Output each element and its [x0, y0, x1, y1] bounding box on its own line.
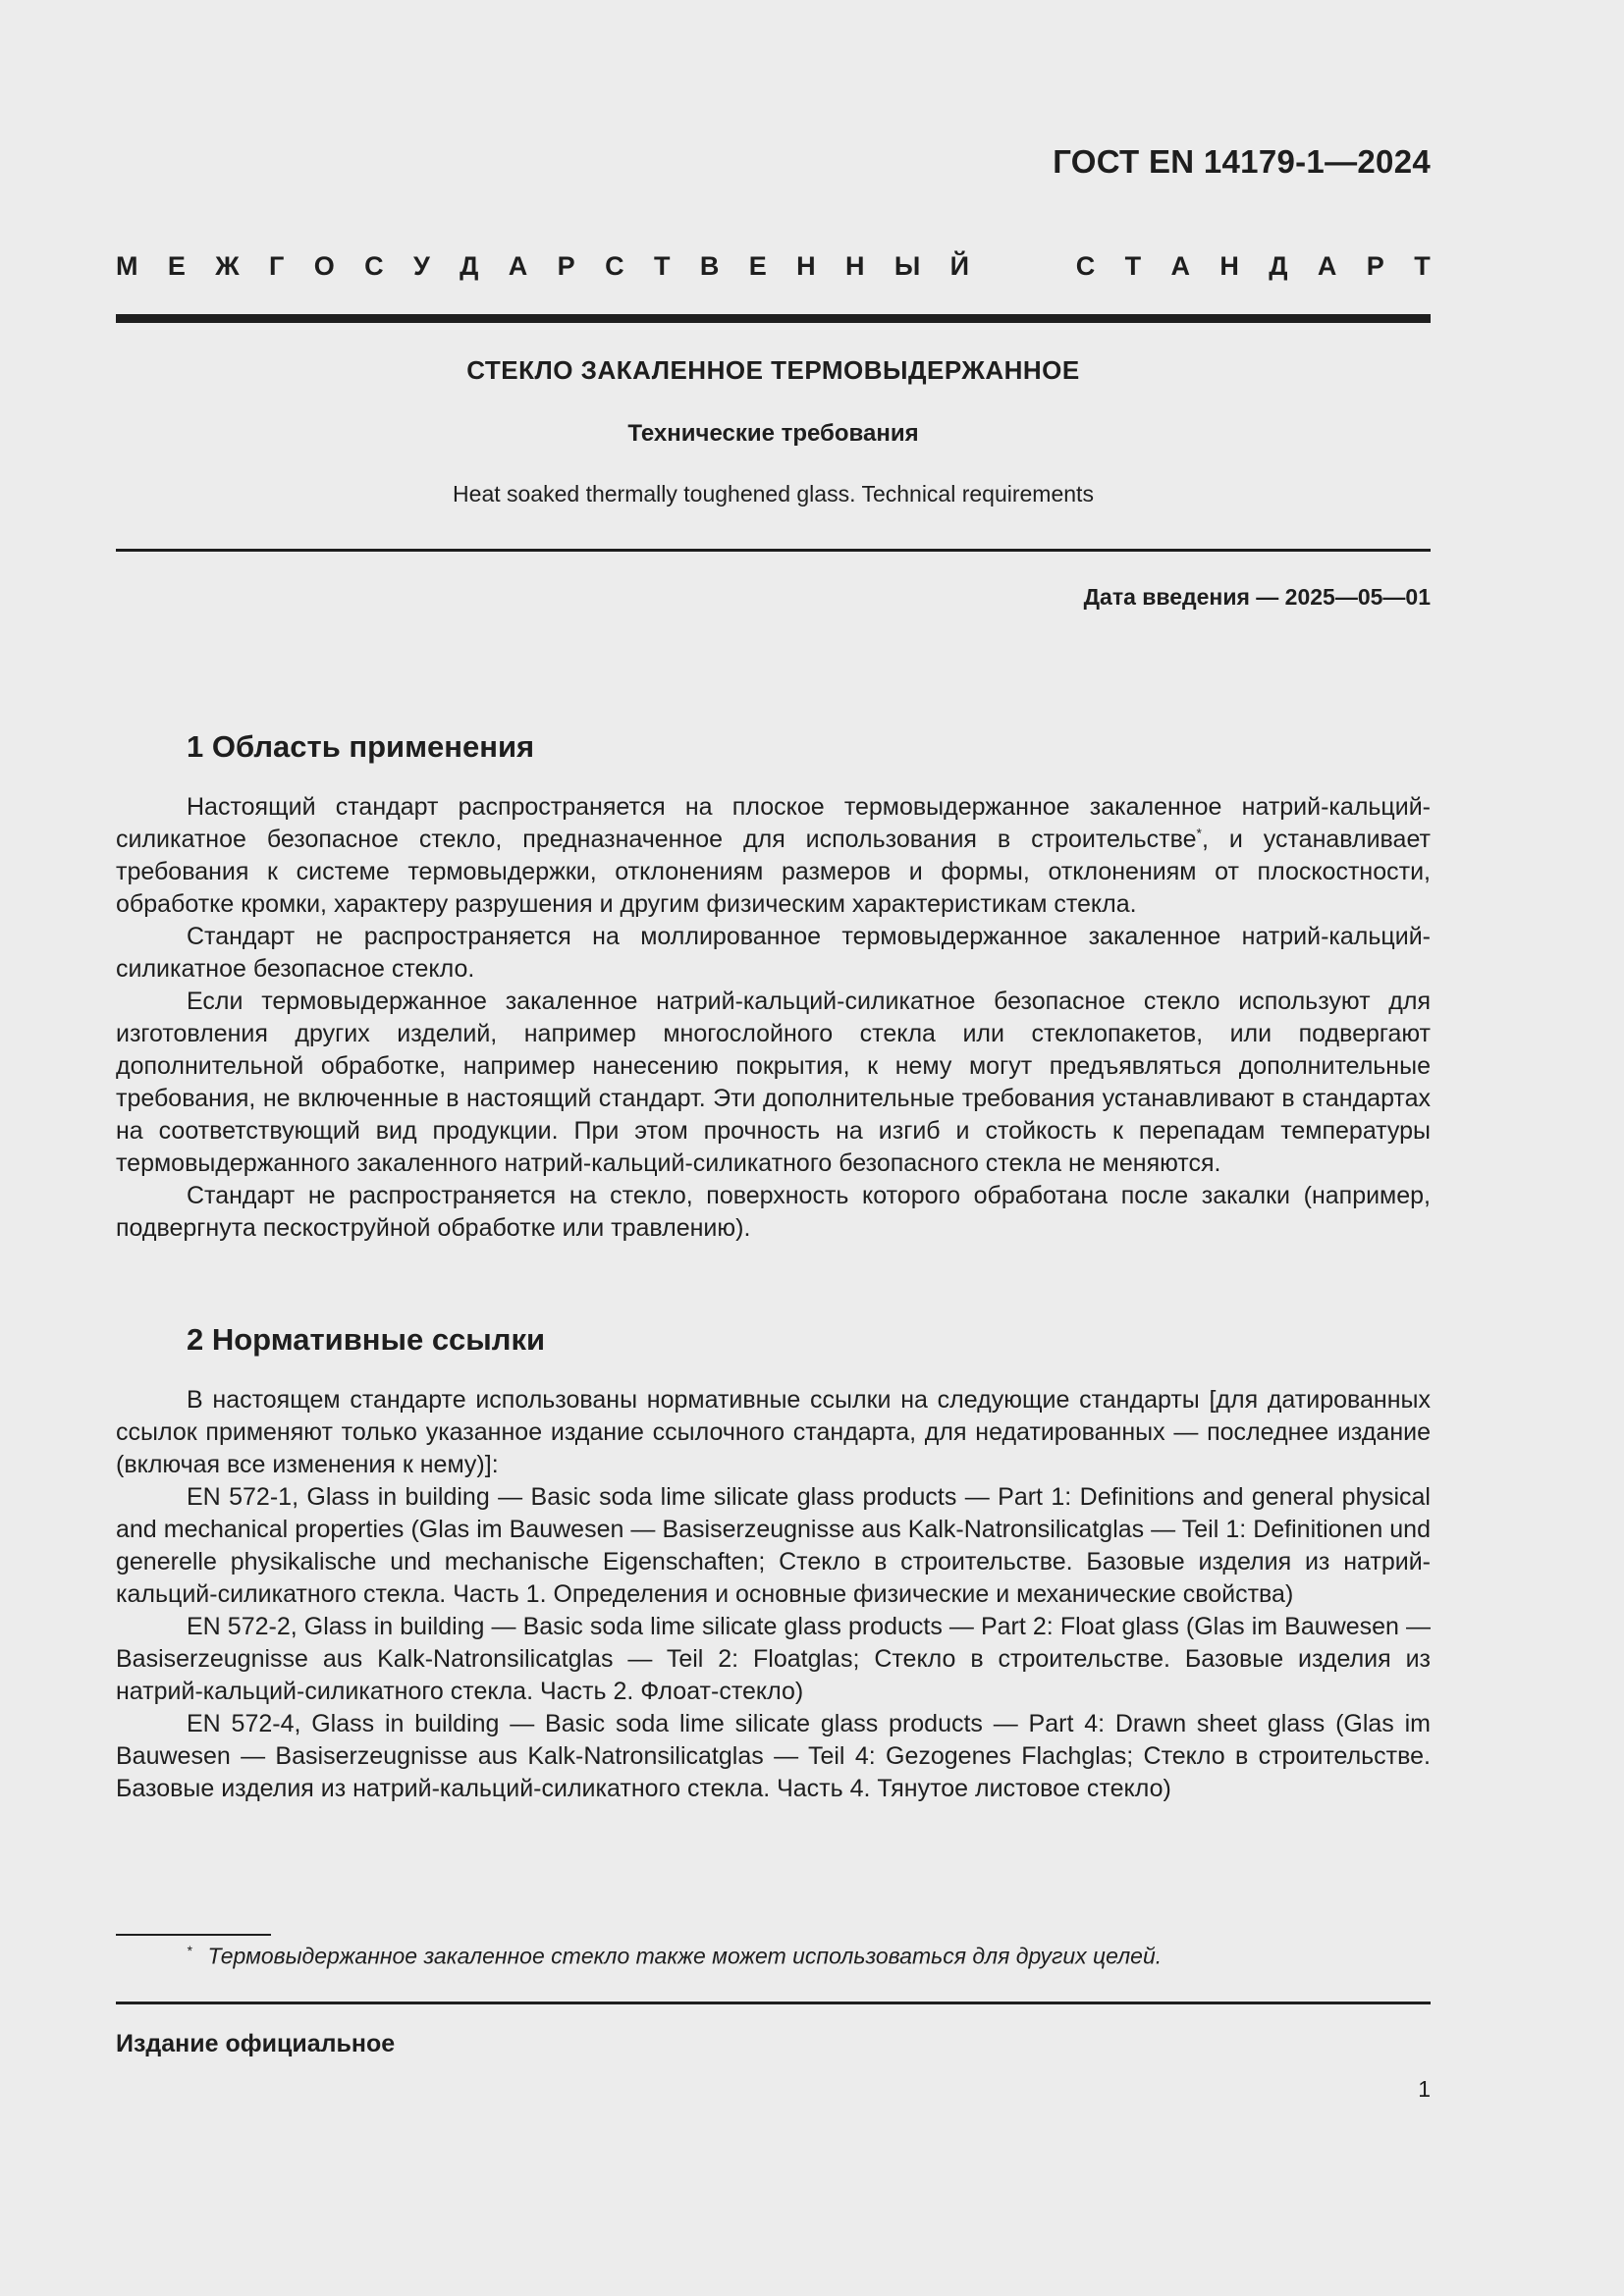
- footnote-separator: [116, 1934, 271, 1936]
- header-letter: Т: [1124, 251, 1142, 281]
- footnote: [187, 1943, 1162, 1970]
- footnote-marker: *: [187, 1943, 192, 1958]
- document-title-english: Heat soaked thermally toughened glass. Technical requirements: [453, 481, 1094, 507]
- header-letter: Р: [557, 251, 575, 281]
- header-letter: Д: [1269, 251, 1288, 281]
- header-letter: С: [1075, 251, 1096, 281]
- page-number: 1: [1418, 2076, 1431, 2102]
- header-letter: Ж: [215, 251, 240, 281]
- document-subtitle: Технические требования: [627, 420, 919, 447]
- document-number: ГОСТ EN 14179-1—2024: [1053, 143, 1431, 180]
- header-word-gap: [999, 251, 1046, 282]
- normative-reference-en-572-4: EN 572-4, Glass in building — Basic soda lime silicate glass products — Part 4: Drawn sheet glass (Glas im Bauwesen — Basiserzeugnisse aus Kalk-Natronsilicatglas — Teil 4: Gezogenes Flachglas; Стекло в строительстве. Базовые изделия из натрий-кальций-силикатного стекла. Часть 4. Тянутое листовое стекло): [116, 1710, 1431, 1802]
- standard-type-header: [116, 251, 1431, 282]
- header-letter: Р: [1366, 251, 1384, 281]
- header-letter: Ы: [893, 251, 921, 281]
- header-letter: Н: [1219, 251, 1239, 281]
- footer-rule: [116, 2002, 1431, 2004]
- header-letter: Н: [796, 251, 816, 281]
- header-letter: А: [1317, 251, 1337, 281]
- section-1-paragraph-4: Стандарт не распространяется на стекло, поверхность которого обработана после закалки (например, подвергнута пескоструйной обработке или травлению).: [116, 1182, 1431, 1242]
- header-thick-rule: [116, 314, 1431, 323]
- official-edition-label: Издание официальное: [116, 2030, 396, 2057]
- section-1-heading: 1 Область применения: [187, 729, 535, 764]
- document-title: СТЕКЛО ЗАКАЛЕННОЕ ТЕРМОВЫДЕРЖАННОЕ: [466, 355, 1080, 385]
- title-divider-rule: [116, 549, 1431, 552]
- footnote-marker: *: [1196, 825, 1202, 841]
- header-letter: Й: [949, 251, 970, 281]
- section-1-paragraph-1: Настоящий стандарт распространяется на плоское термовыдержанное закаленное натрий-кальций-силикатное безопасное стекло, предназначенное для использования в строительстве*, и устанавливает требования к системе термовыдержки, отклонениям размеров и формы, отклонениям от плоскостности, обработке кромки, характеру разрушения и другим физическим характеристикам стекла.: [116, 793, 1431, 918]
- header-letter: С: [605, 251, 624, 281]
- section-2-heading: 2 Нормативные ссылки: [187, 1322, 546, 1357]
- header-letter: А: [1170, 251, 1191, 281]
- section-2-body: [116, 1384, 1431, 1805]
- normative-reference-en-572-2: EN 572-2, Glass in building — Basic soda lime silicate glass products — Part 2: Float glass (Glas im Bauwesen — Basiserzeugnisse aus Kalk-Natronsilicatglas — Teil 2: Floatglas; Стекло в строительстве. Базовые изделия из натрий-кальций-силикатного стекла. Часть 2. Флоат-стекло): [116, 1613, 1431, 1705]
- header-letter: Н: [844, 251, 865, 281]
- header-letter: А: [508, 251, 528, 281]
- header-letter: Т: [1414, 251, 1431, 281]
- header-letter: М: [116, 251, 138, 281]
- header-letter: Е: [167, 251, 186, 281]
- footnote-text: Термовыдержанное закаленное стекло также может использоваться для других целей.: [207, 1943, 1163, 1969]
- header-letter: С: [364, 251, 384, 281]
- normative-reference-en-572-1: EN 572-1, Glass in building — Basic soda lime silicate glass products — Part 1: Definitions and general physical and mechanical properties (Glas im Bauwesen — Basiserzeugnisse aus Kalk-Natronsilicatglas — Teil 1: Definitionen und generelle physikalische und mechanische Eigenschaften; Стекло в строительстве. Базовые изделия из натрий-кальций-силикатного стекла. Часть 1. Определения и основные физические и механические свойства): [116, 1483, 1431, 1608]
- header-letter: Г: [269, 251, 285, 281]
- header-letter: О: [313, 251, 335, 281]
- section-1-paragraph-2: Стандарт не распространяется на моллированное термовыдержанное закаленное натрий-кальций-силикатное безопасное стекло.: [116, 923, 1431, 983]
- section-2-paragraph-1: В настоящем стандарте использованы нормативные ссылки на следующие стандарты [для датированных ссылок применяют только указанное издание ссылочного стандарта, для недатированных — последнее издание (включая все изменения к нему)]:: [116, 1386, 1431, 1478]
- section-1-paragraph-3: Если термовыдержанное закаленное натрий-кальций-силикатное безопасное стекло используют для изготовления других изделий, например многослойного стекла или стеклопакетов, или подвергают дополнительной обработке, например нанесению покрытия, к нему могут предъявляться дополнительные требования, не включенные в настоящий стандарт. Эти дополнительные требования устанавливают в стандартах на соответствующий вид продукции. При этом прочность на изгиб и стойкость к перепадам температуры термовыдержанного закаленного натрий-кальций-силикатного безопасного стекла не меняются.: [116, 988, 1431, 1177]
- section-1-body: [116, 791, 1431, 1245]
- header-letter: Т: [653, 251, 671, 281]
- header-letter: Д: [460, 251, 479, 281]
- header-letter: У: [413, 251, 430, 281]
- introduction-date: Дата введения — 2025—05—01: [1083, 584, 1431, 610]
- header-letter: В: [699, 251, 720, 281]
- header-letter: Е: [748, 251, 767, 281]
